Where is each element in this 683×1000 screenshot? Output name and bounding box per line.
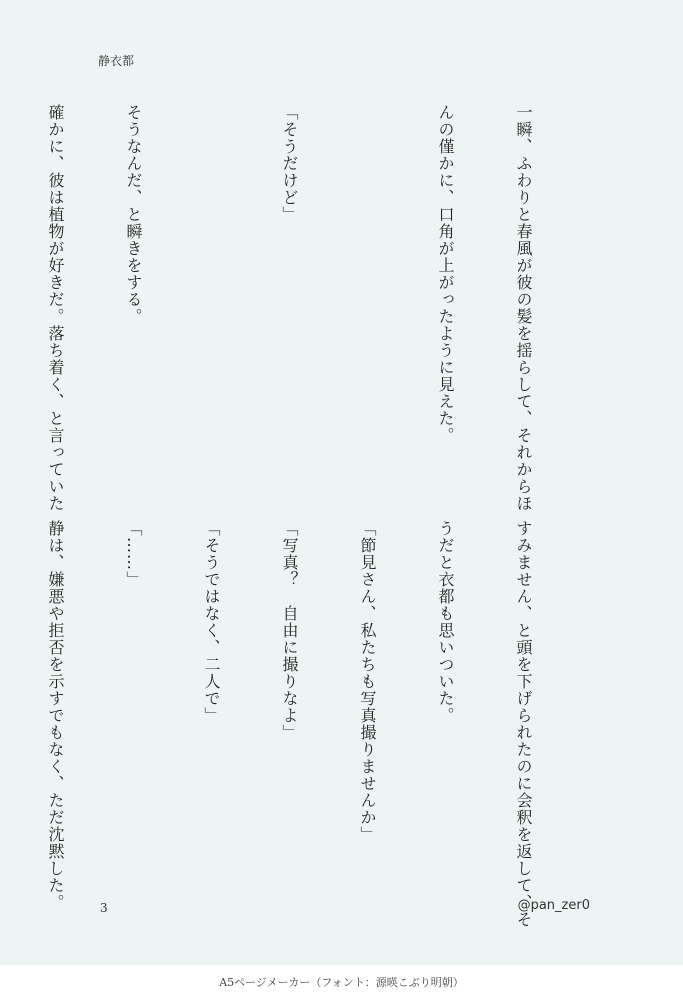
blank-line (198, 104, 224, 464)
blank-line (354, 104, 380, 464)
line: 「……」 (124, 520, 143, 588)
page-number: 3 (100, 901, 108, 915)
author-header: 静衣都 (98, 54, 135, 68)
line: 「節見さん、私たちも写真撮りませんか」 (358, 520, 377, 843)
line: 「そうではなく、二人で」 (202, 520, 221, 724)
line: すみません、と頭を下げられたのに会釈を返して、そ (514, 520, 533, 928)
line: 一瞬、ふわりと春風が彼の髪を揺らして、それからほ (514, 104, 533, 512)
line: うだと衣都も思いついた。 (436, 520, 455, 724)
line: 「写真？ 自由に撮りなよ」 (280, 520, 299, 741)
line: そうなんだ、と瞬きをする。 (124, 104, 143, 325)
line: 確かに、彼は植物が好きだ。落ち着く、と言っていた (46, 104, 65, 512)
footer-caption: A5ページメーカー（フォント：源暎こぶり明朝） (219, 976, 464, 989)
author-handle: @pan_zer0 (517, 898, 590, 913)
text-column-upper (0, 104, 588, 512)
line: んの僅かに、口角が上がったように見えた。 (436, 104, 455, 444)
line: 「そうだけど」 (280, 104, 299, 223)
line: 静は、嫌悪や拒否を示すでもなく、ただ沈黙した。 (46, 520, 65, 911)
